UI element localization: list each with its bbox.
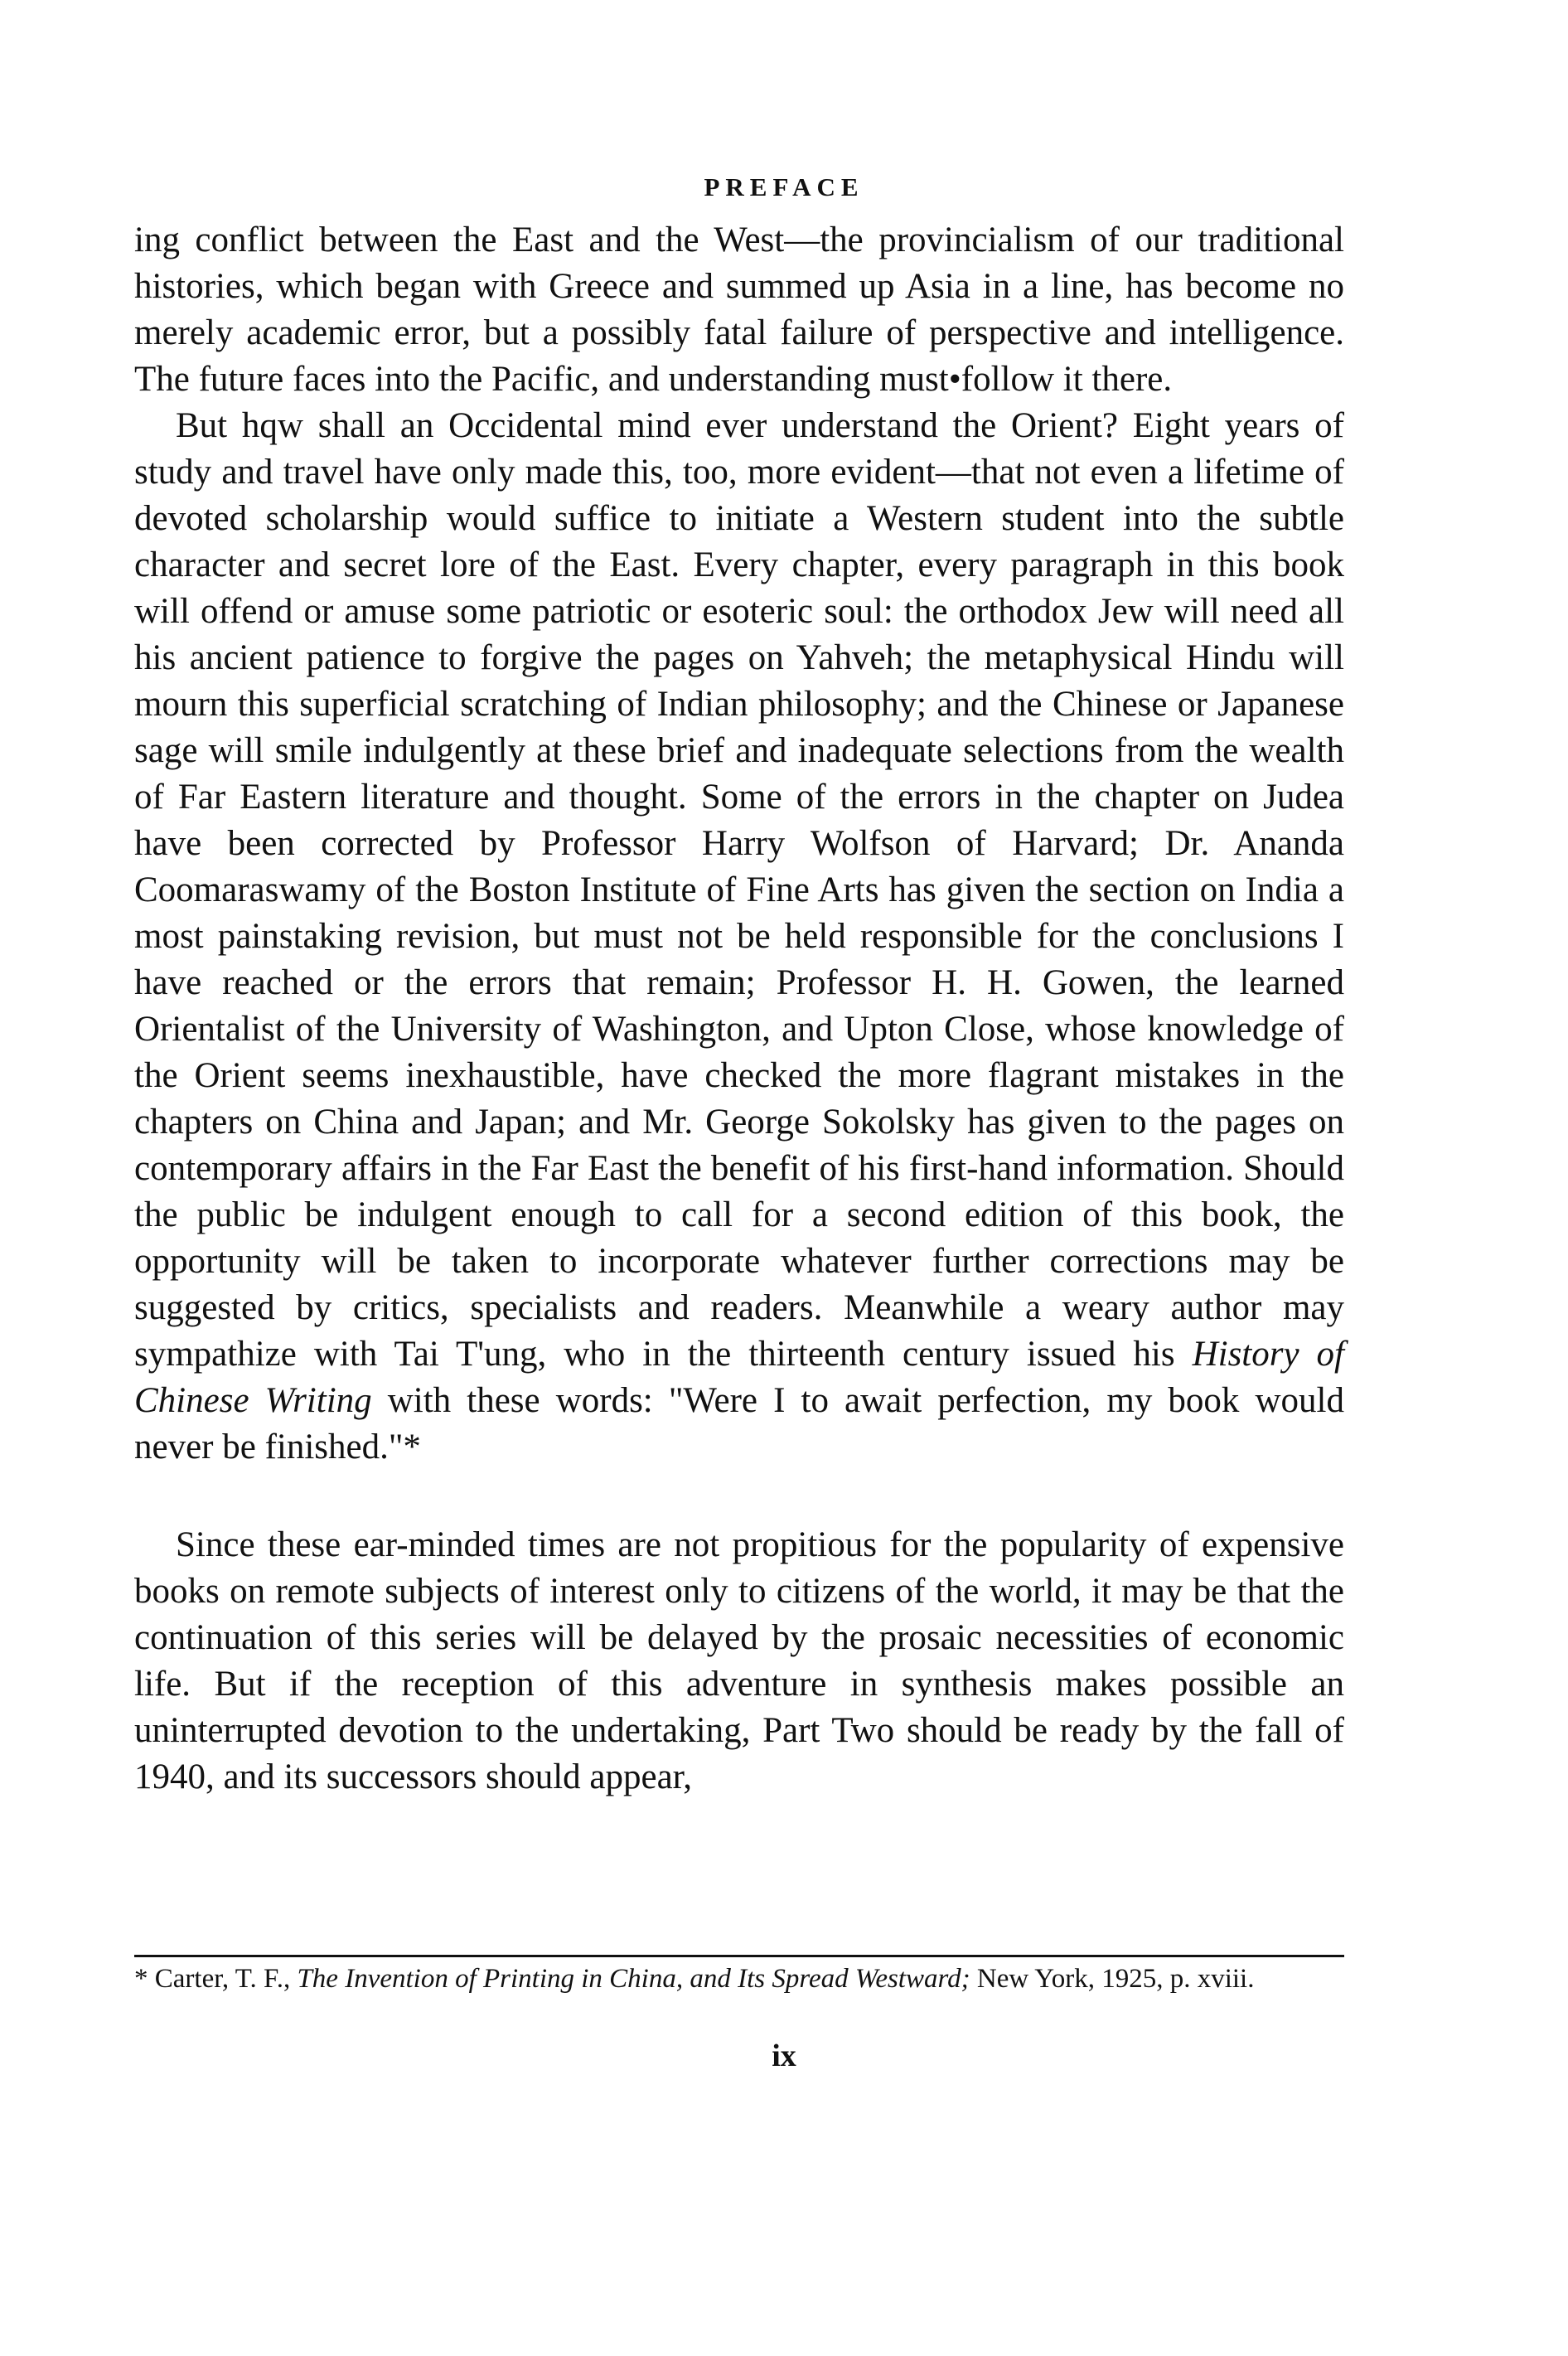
footnote-title: The Invention of Printing in China, and Its Spread Westward; bbox=[297, 1964, 970, 1994]
book-title-history-of-chinese-writing: History of Chinese Writing bbox=[134, 1335, 1344, 1420]
footnote bbox=[134, 1961, 1344, 1996]
page-number: ix bbox=[772, 2038, 796, 2073]
footnote-marker: * bbox=[134, 1964, 155, 1994]
paragraph-orient-quote: with these words: "Were I to await perfection, my book would never be finished."* bbox=[134, 1381, 1344, 1466]
paragraph-orient bbox=[134, 403, 1344, 1471]
footnote-author: Carter, T. F., bbox=[154, 1964, 298, 1994]
body-text bbox=[134, 217, 1344, 1801]
paragraph-continuation: ing conflict between the East and the West—the provincialism of our traditional histories, which began with Greece and summed up Asia in a line, has become no merely academic error, but a possibly fatal failure of perspective and intelligence. The future faces into the Pacific, and understanding must•follow it there. bbox=[134, 221, 1344, 399]
paragraph-series-continuation: Since these ear-minded times are not propitious for the popularity of expensive books on remote subjects of interest only to citizens of the world, it may be that the continuation of this series will be delayed by the prosaic necessities of economic life. But if the reception of this adventure in synthesis makes possible an uninterrupted devotion to the undertaking, Part Two should be ready by the fall of 1940, and its successors should appear, bbox=[134, 1525, 1344, 1796]
footnote-citation: New York, 1925, p. xviii. bbox=[970, 1964, 1255, 1994]
paragraph-orient-text: But hqw shall an Occidental mind ever understand the Orient? Eight years of study and travel have only made this, too, more evident—that not even a lifetime of devoted scholarship would suffice to initiate a Western student into the subtle character and secret lore of the East. Every chapter, every paragraph in this book will offend or amuse some patriotic or esoteric soul: the orthodox Jew will need all his ancient patience to forgive the pages on Yahveh; the metaphysical Hindu will mourn this superficial scratching of Indian philosophy; and the Chinese or Japanese sage will smile indulgently at these brief and inadequate selections from the wealth of Far Eastern literature and thought. Some of the errors in the chapter on Judea have been corrected by Professor Harry Wolfson of Harvard; Dr. Ananda Coomaraswamy of the Boston Institute of Fine Arts has given the section on India a most painstaking revision, but must not be held responsible for the conclusions I have reached or the errors that remain; Professor H. H. Gowen, the learned Orientalist of the University of Washington, and Upton Close, whose knowledge of the Orient seems inexhaustible, have checked the more flagrant mistakes in the chapters on China and Japan; and Mr. George Sokolsky has given to the pages on contemporary affairs in the Far East the benefit of his first-hand information. Should the public be indulgent enough to call for a second edition of this book, the opportunity will be taken to incorporate whatever further corrections may be suggested by critics, specialists and readers. Meanwhile a weary author may sympathize with Tai T'ung, who in the thirteenth century issued his bbox=[134, 406, 1344, 1374]
footnote-rule bbox=[134, 1955, 1344, 1957]
running-head: PREFACE bbox=[704, 172, 864, 201]
